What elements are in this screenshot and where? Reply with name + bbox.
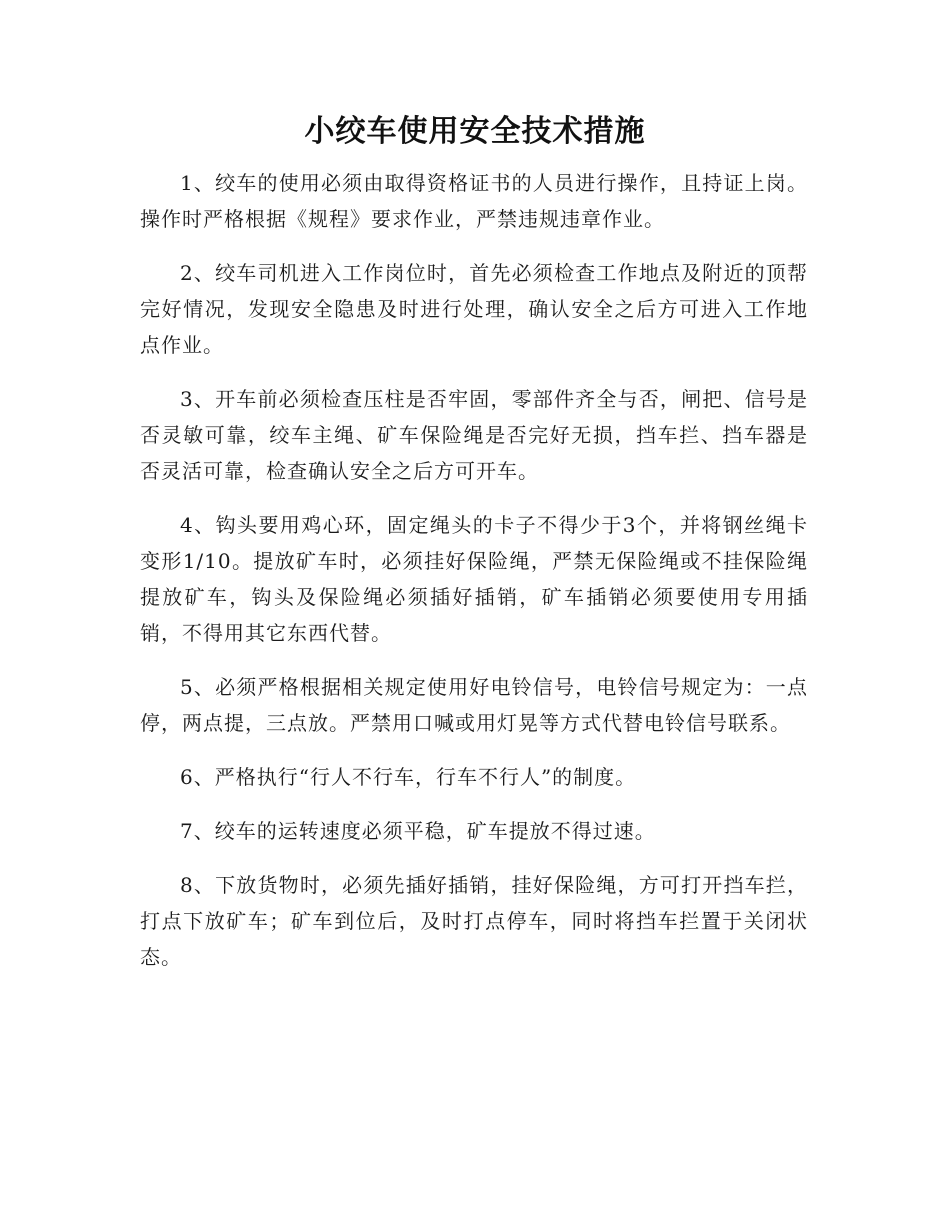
paragraph-5: 5、必须严格根据相关规定使用好电铃信号，电铃信号规定为：一点停，两点提，三点放。严禁用口喊或用灯晃等方式代替电铃信号联系。	[140, 675, 808, 735]
paragraph-6: 6、严格执行“行人不行车，行车不行人”的制度。	[180, 765, 637, 789]
paragraph-3: 3、开车前必须检查压柱是否牢固，零部件齐全与否，闸把、信号是否灵敏可靠，绞车主绳、矿车保险绳是否完好无损，挡车拦、挡车器是否灵活可靠，检查确认安全之后方可开车。	[140, 387, 808, 483]
paragraph-1: 1、绞车的使用必须由取得资格证书的人员进行操作，且持证上岗。操作时严格根据《规程》要求作业，严禁违规违章作业。	[140, 171, 808, 231]
document-body	[140, 165, 808, 993]
paragraph-4: 4、钩头要用鸡心环，固定绳头的卡子不得少于3个，并将钢丝绳卡变形1/10。提放矿车时，必须挂好保险绳，严禁无保险绳或不挂保险绳提放矿车，钩头及保险绳必须插好插销，矿车插销必须要使用专用插销，不得用其它东西代替。	[140, 513, 808, 645]
paragraph-7: 7、绞车的运转速度必须平稳，矿车提放不得过速。	[180, 819, 656, 843]
paragraph-2: 2、绞车司机进入工作岗位时，首先必须检查工作地点及附近的顶帮完好情况，发现安全隐患及时进行处理，确认安全之后方可进入工作地点作业。	[140, 261, 808, 357]
paragraph-8: 8、下放货物时，必须先插好插销，挂好保险绳，方可打开挡车拦，打点下放矿车；矿车到位后，及时打点停车，同时将挡车拦置于关闭状态。	[140, 873, 808, 969]
page-title: 小绞车使用安全技术措施	[304, 114, 646, 149]
